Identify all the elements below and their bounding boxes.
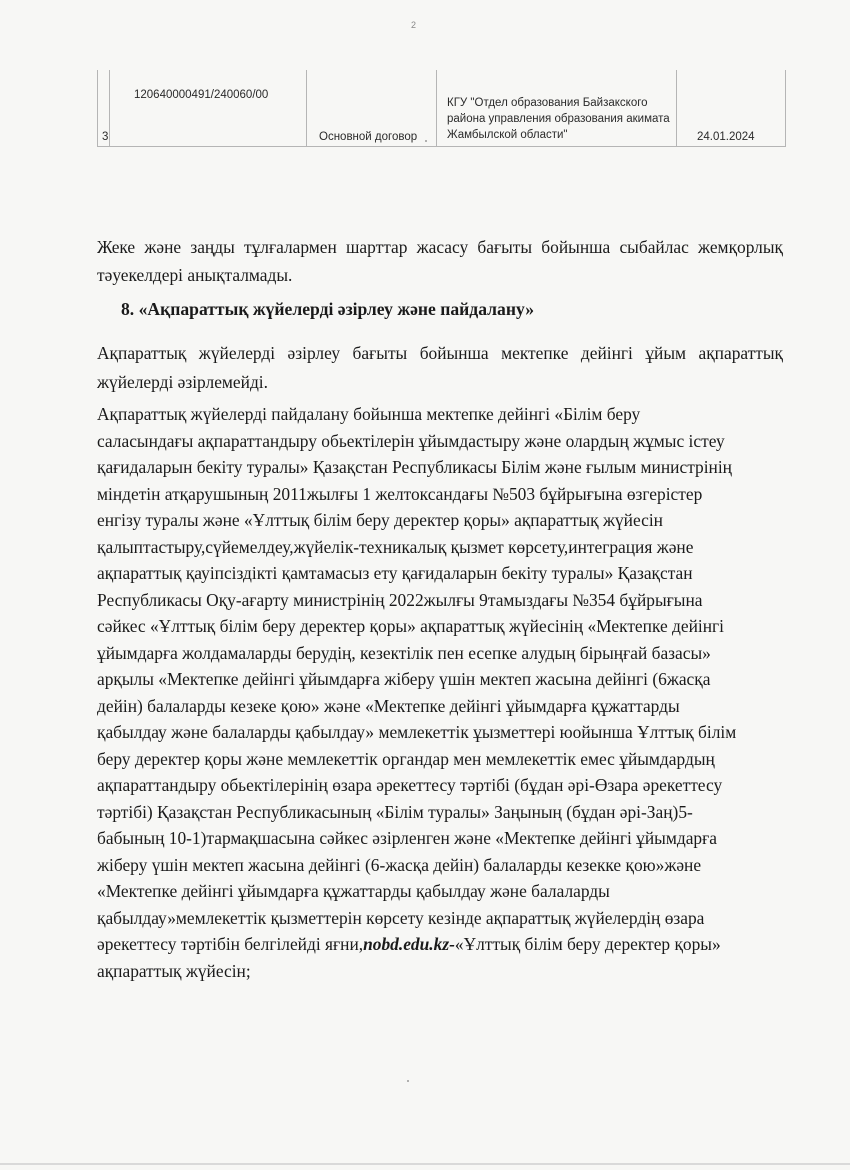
contract-date: 24.01.2024	[697, 130, 755, 143]
scan-edge-line	[0, 1163, 850, 1165]
scan-dot	[425, 140, 427, 142]
contract-type: Основной договор	[319, 130, 418, 143]
paragraph-usage-text: Ақпараттық жүйелерді пайдалану бойынша мектепке дейінгі «Білім беру саласындағы ақпараттандыру обьектілерін ұйымдастыру және олардың жұмыс істеу қағидаларын бекіту туралы» Қазақстан Республикасы Білім және ғылым министрінің міндетін атқарушының 2011жылғы 1 желтоксандағы №503 бұйрығына өзгерістер енгізу туралы және «Ұлттық білім беру деректер қоры» ақпараттық жүйесін қалыптастыру,сүйемелдеу,жүйелік-техникалық қызмет көрсету,интеграция және ақпараттық қауіпсіздікті қамтамасыз ету қағидаларын бекіту туралы» Қазақстан Республикасы Оқу-ағарту министрінің 2022жылғы 9тамыздағы №354 бұйрығына сәйкес «Ұлттық білім беру деректер қоры» ақпараттық жүйесінің «Мектепке дейінгі ұйымдарға жолдамаларды берудің, кезектілік пен есепке алудың бірыңғай базасы» арқылы «Мектепке дейінгі ұйымдарға жіберу үшін мектеп жасына дейінгі (6жасқа дейін) балаларды кезеке қою» және «Мектепке дейінгі ұйымдарға құжаттарды қабылдау және балаларды қабылдау» мемлекеттік ұызметтері юойынша Ұлттық білім беру деректер қоры және мемлекеттік органдар мен мемлекеттік емес ұйымдардың ақпараттандыру обьектілерінің өзара әрекеттесу тәртібі (бұдан әрі-Өзара әрекеттесу тәртібі) Қазақстан Республикасының «Білім туралы» Заңының (бұдан әрі-Заң)5-бабының 10-1)тармақшасына сәйкес әзірленген және «Мектепке дейінгі ұйымдарға жіберу үшін мектеп жасына дейінгі (6-жасқа дейін) балаларды кезекке қою»және «Мектепке дейінгі ұйымдарға құжаттарды қабылдау және балаларды қабылдау»мемлекеттік қызметтерін көрсету кезінде ақпараттық жүйелердің өзара әрекеттесу тәртібін белгілейді яғни,	[97, 404, 737, 954]
table-row	[98, 70, 786, 146]
nobd-link-text: nobd.edu.kz-	[363, 934, 455, 954]
paragraph-usage-end: «Ұлттық білім беру деректер қоры» ақпараттық жүйесін;	[97, 934, 721, 981]
paragraph-usage	[97, 401, 737, 984]
date-cell	[677, 70, 786, 146]
page-number: 2	[411, 20, 417, 30]
row-number	[98, 70, 110, 146]
paragraph-development: Ақпараттық жүйелерді әзірлеу бағыты бойынша мектепке дейінгі ұйым ақпараттық жүйелерді әзірлемейді.	[97, 343, 783, 392]
contracts-table	[97, 70, 786, 147]
contract-type-cell	[307, 70, 437, 146]
contract-id: 120640000491/240060/00	[134, 89, 269, 101]
contract-id-cell	[110, 70, 307, 146]
row-number-text: 3	[102, 130, 109, 143]
section-heading-8: 8. «Ақпараттық жүйелерді әзірлеу және пайдалану»	[121, 299, 534, 319]
organization-name: КГУ "Отдел образования Байзакского района управления образования акимата Жамбылской области"	[447, 96, 670, 141]
scan-dot	[407, 1080, 409, 1082]
organization-cell	[437, 70, 677, 146]
paragraph-risks: Жеке және заңды тұлғалармен шарттар жасасу бағыты бойынша сыбайлас жемқорлық тәуекелдері анықталмады.	[97, 237, 783, 285]
